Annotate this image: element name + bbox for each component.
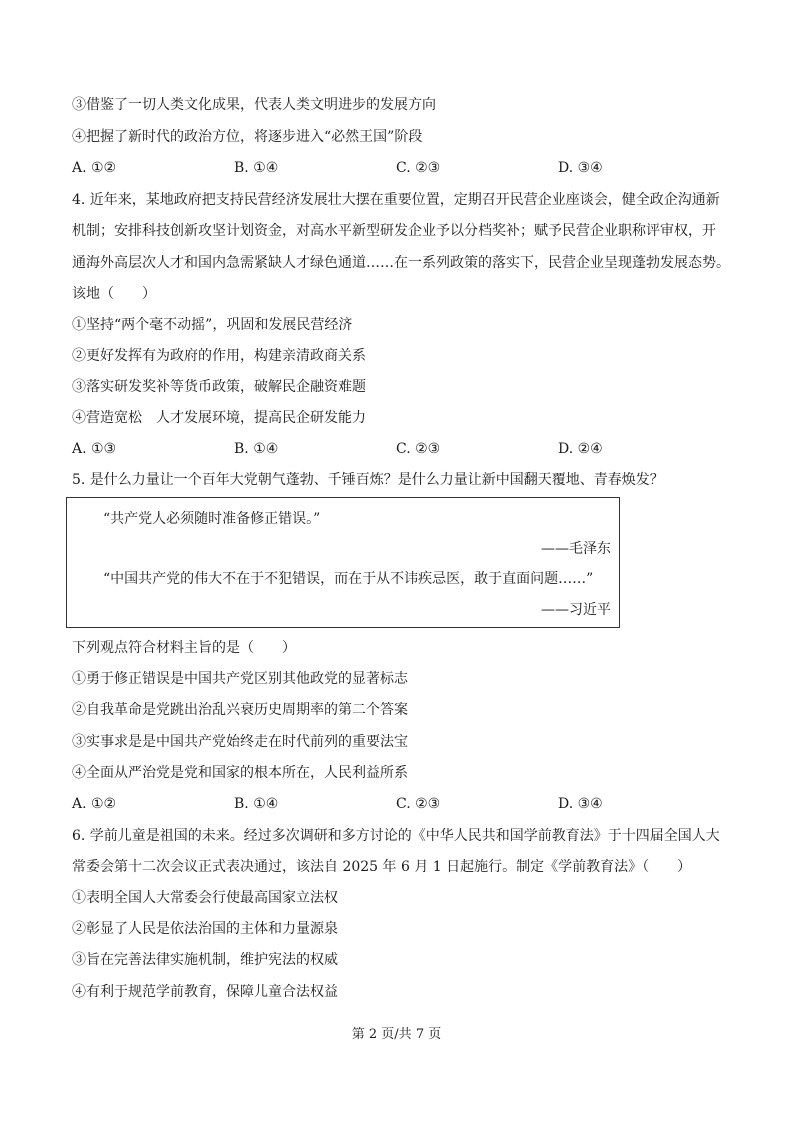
q4-option-a[interactable]: A. ①③ [72,441,117,457]
q4-option-c[interactable]: C. ②③ [396,441,441,457]
q4-statement-1: ①坚持“两个毫不动摇”，巩固和发展民营经济 [72,317,353,333]
q3-option-c[interactable]: C. ②③ [396,160,441,176]
q5-option-d[interactable]: D. ③④ [558,796,603,812]
q6-statement-4: ④有利于规范学前教育，保障儿童合法权益 [72,984,338,1000]
q6-statement-2: ②彰显了人民是依法治国的主体和力量源泉 [72,921,338,937]
q5-option-b[interactable]: B. ①④ [234,796,279,812]
quote-mao-text: “共产党人必须随时准备修正错误。” [103,511,321,527]
q4-statement-4: ④营造宽松 人才发展环境，提高民企研发能力 [72,410,366,426]
q3-statement-3: ③借鉴了一切人类文化成果，代表人类文明进步的发展方向 [72,97,436,113]
q6-statement-3: ③旨在完善法律实施机制，维护宪法的权威 [72,952,338,968]
quote-xi-text: “中国共产党的伟大不在于不犯错误，而在于从不讳疾忌医，敢于直面问题……” [103,571,594,587]
q5-statement-1: ①勇于修正错误是中国共产党区别其他政党的显著标志 [72,671,408,687]
q4-stem-line-1: 4. 近年来，某地政府把支持民营经济发展壮大摆在重要位置，定期召开民营企业座谈会，健全政企沟通新 [72,192,720,208]
q3-option-b[interactable]: B. ①④ [234,160,279,176]
quote-mao-attribution: ——毛泽东 [541,541,611,557]
q3-option-d[interactable]: D. ③④ [558,160,603,176]
q5-statement-3: ③实事求是是中国共产党始终走在时代前列的重要法宝 [72,734,408,750]
q5-stem-line-1: 5. 是什么力量让一个百年大党朝气蓬勃、千锤百炼？是什么力量让新中国翻天覆地、青春焕发？ [72,472,664,488]
material-quote-box [66,497,620,628]
quote-xi-attribution: ——习近平 [541,602,611,618]
q4-option-d[interactable]: D. ②④ [558,441,603,457]
q4-stem-line-2: 机制；安排科技创新攻坚计划资金，对高水平新型研发企业予以分档奖补；赋予民营企业职称评审权，开 [72,223,716,239]
q3-option-a[interactable]: A. ①② [72,160,117,176]
q5-option-c[interactable]: C. ②③ [396,796,441,812]
q5-statement-2: ②自我革命是党跳出治乱兴衰历史周期率的第二个答案 [72,702,408,718]
q4-option-b[interactable]: B. ①④ [234,441,279,457]
q4-stem-line-3: 通海外高层次人才和国内急需紧缺人才绿色通道……在一系列政策的落实下，民营企业呈现蓬勃发展态势。 [72,255,730,271]
q6-statement-1: ①表明全国人大常委会行使最高国家立法权 [72,890,338,906]
q4-statement-2: ②更好发挥有为政府的作用，构建亲清政商关系 [72,348,366,364]
q3-statement-4: ④把握了新时代的政治方位，将逐步进入“必然王国”阶段 [72,129,423,145]
q6-stem-line-1: 6. 学前儿童是祖国的未来。经过多次调研和多方讨论的《中华人民共和国学前教育法》于十四届全国人大 [72,828,720,844]
q5-option-a[interactable]: A. ①② [72,796,117,812]
q4-stem-line-4: 该地（ ） [72,286,156,302]
page-number-footer: 第 2 页/共 7 页 [351,1027,442,1042]
q4-statement-3: ③落实研发奖补等货币政策，破解民企融资难题 [72,379,366,395]
q5-stem-line-2: 下列观点符合材料主旨的是（ ） [72,640,296,656]
q5-statement-4: ④全面从严治党是党和国家的根本所在，人民利益所系 [72,765,408,781]
q6-stem-line-2: 常委会第十二次会议正式表决通过，该法自 2025 年 6 月 1 日起施行。制定《学前教育法》（ ） [72,859,692,875]
